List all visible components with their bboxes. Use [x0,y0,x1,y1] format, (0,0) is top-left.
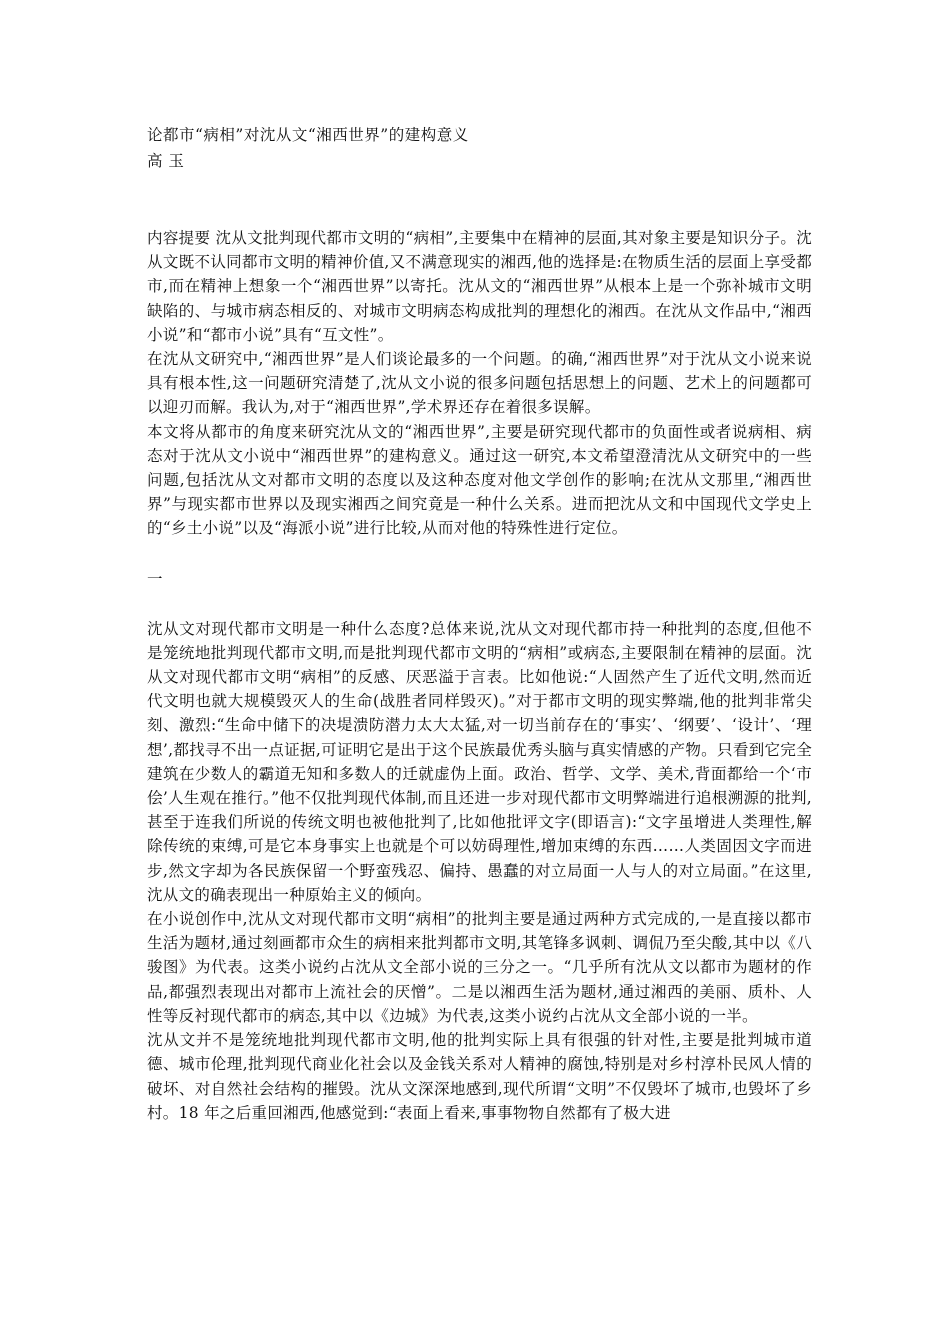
body-paragraph-2: 在小说创作中,沈从文对现代都市文明“病相”的批判主要是通过两种方式完成的,一是直接以都市生活为题材,通过刻画都市众生的病相来批判都市文明,其笔锋多讽刺、调侃乃至尖酸,其中以《八骏图》为代表。这类小说约占沈从文全部小说的三分之一。“几乎所有沈从文以都市为题材的作品,都强烈表现出对都市上流社会的厌憎”。二是以湘西生活为题材,通过湘西的美丽、质朴、人性等反衬现代都市的病态,其中以《边城》为代表,这类小说约占沈从文全部小说的一半。 [147,910,812,1025]
body-paragraph-3: 沈从文并不是笼统地批判现代都市文明,他的批判实际上具有很强的针对性,主要是批判城市道德、城市伦理,批判现代商业化社会以及金钱关系对人精神的腐蚀,特别是对乡村淳朴民风人情的破坏、对自然社会结构的摧毁。沈从文深深地感到,现代所谓“文明”不仅毁坏了城市,也毁坏了乡村。18 年之后重回湘西,他感觉到:“表面上看来,事事物物自然都有了极大进 [147,1031,812,1122]
intro-paragraph-2: 本文将从都市的角度来研究沈从文的“湘西世界”,主要是研究现代都市的负面性或者说病相、病态对于沈从文小说中“湘西世界”的建构意义。通过这一研究,本文希望澄清沈从文研究中的一些问题,包括沈从文对都市文明的态度以及这种态度对他文学创作的影响;在沈从文那里,“湘西世界”与现实都市世界以及现实湘西之间究竟是一种什么关系。进而把沈从文和中国现代文学史上的“乡土小说”以及“海派小说”进行比较,从而对他的特殊性进行定位。 [147,422,812,538]
intro-paragraph-1: 在沈从文研究中,“湘西世界”是人们谈论最多的一个问题。的确,“湘西世界”对于沈从文小说来说具有根本性,这一问题研究清楚了,沈从文小说的很多问题包括思想上的问题、艺术上的问题都可以迎刃而解。我认为,对于“湘西世界”,学术界还存在着很多误解。 [147,350,812,417]
spacer [147,541,812,567]
document-title: 论都市“病相”对沈从文“湘西世界”的建构意义 [147,126,469,144]
abstract-paragraph: 内容提要 沈从文批判现代都市文明的“病相”,主要集中在精神的层面,其对象主要是知识分子。沈从文既不认同都市文明的精神价值,又不满意现实的湘西,他的选择是:在物质生活的层面上享受都市,而在精神上想象一个“湘西世界”以寄托。沈从文的“湘西世界”从根本上是一个弥补城市文明缺陷的、与城市病态相反的、对城市文明病态构成批判的理想化的湘西。在沈从文作品中,“湘西小说”和“都市小说”具有“互文性”。 [147,229,812,344]
body-paragraph-1: 沈从文对现代都市文明是一种什么态度?总体来说,沈从文对现代都市持一种批判的态度,但他不是笼统地批判现代都市文明,而是批判现代都市文明的“病相”或病态,主要限制在精神的层面。沈从文对现代都市文明“病相”的反感、厌恶溢于言表。比如他说:“人固然产生了近代文明,然而近代文明也就大规模毁灭人的生命(战胜者同样毁灭)。”对于都市文明的现实弊端,他的批判非常尖刻、激烈:“生命中储下的决堤溃防潜力太大太猛,对一切当前存在的‘事实’、‘纲要’、‘设计’、‘理想’,都找寻不出一点证据,可证明它是出于这个民族最优秀头脑与真实情感的产物。只看到它完全建筑在少数人的霸道无知和多数人的迁就虚伪上面。政治、哲学、文学、美术,背面都给一个‘市侩’人生观在推行。”他不仅批判现代体制,而且还进一步对现代都市文明弊端进行追根溯源的批判,甚至于连我们所说的传统文明也被他批判了,比如他批评文字(即语言):“文字虽增进人类理性,解除传统的束缚,可是它本身事实上也就是个可以妨碍理性,增加束缚的东西……人类固因文字而进步,然文字却为各民族保留一个野蛮残忍、偏持、愚蠢的对立局面一人与人的对立局面。”在这里,沈从文的确表现出一种原始主义的倾向。 [147,619,812,904]
document-page [147,122,812,1125]
section-heading: 一 [147,569,163,588]
document-author: 高 玉 [147,152,185,170]
spacer [147,174,812,226]
spacer [147,591,812,617]
